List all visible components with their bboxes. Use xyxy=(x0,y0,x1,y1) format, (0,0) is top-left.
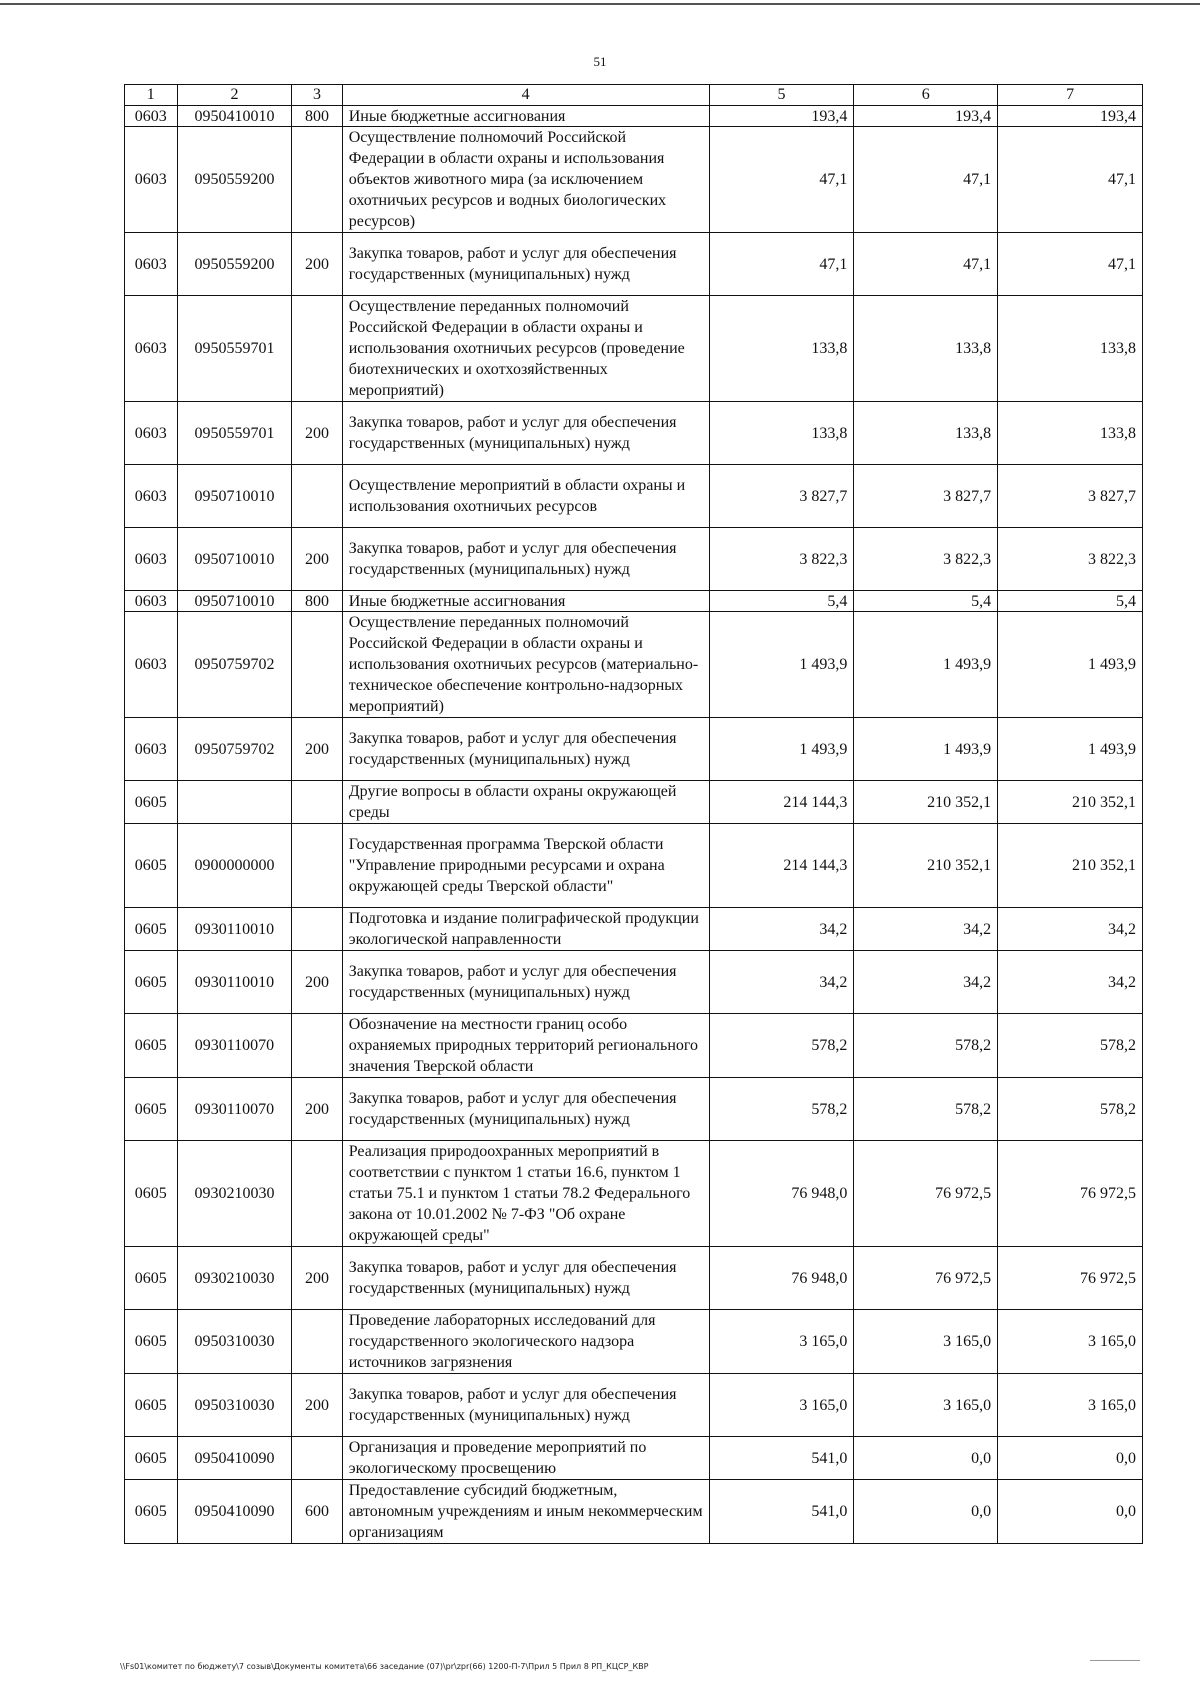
cell-name: Закупка товаров, работ и услуг для обеспечения государственных (муниципальных) нужд xyxy=(342,402,709,465)
cell-section: 0603 xyxy=(125,233,178,296)
table-row xyxy=(125,1078,1143,1141)
cell-value-7: 3 822,3 xyxy=(998,528,1143,591)
cell-section: 0605 xyxy=(125,1480,178,1544)
table-row xyxy=(125,1141,1143,1247)
cell-name: Обозначение на местности границ особо охраняемых природных территорий регионального значения Тверской области xyxy=(342,1014,709,1078)
cell-target-code: 0950559701 xyxy=(177,402,292,465)
cell-expense-type: 200 xyxy=(292,1374,342,1437)
cell-value-7: 193,4 xyxy=(998,106,1143,127)
cell-target-code: 0950410090 xyxy=(177,1437,292,1480)
cell-value-5: 3 165,0 xyxy=(709,1374,854,1437)
cell-section: 0603 xyxy=(125,528,178,591)
cell-value-6: 47,1 xyxy=(854,233,998,296)
cell-value-7: 0,0 xyxy=(998,1480,1143,1544)
table-row xyxy=(125,1480,1143,1544)
col-header-1: 1 xyxy=(125,85,178,106)
cell-value-6: 76 972,5 xyxy=(854,1141,998,1247)
cell-section: 0605 xyxy=(125,824,178,908)
cell-target-code: 0900000000 xyxy=(177,824,292,908)
page-number: 51 xyxy=(593,54,607,69)
col-header-2: 2 xyxy=(177,85,292,106)
cell-value-5: 47,1 xyxy=(709,233,854,296)
cell-value-5: 76 948,0 xyxy=(709,1247,854,1310)
cell-section: 0603 xyxy=(125,465,178,528)
table-row xyxy=(125,951,1143,1014)
cell-expense-type xyxy=(292,1437,342,1480)
cell-value-7: 210 352,1 xyxy=(998,824,1143,908)
table-row xyxy=(125,402,1143,465)
cell-value-6: 34,2 xyxy=(854,908,998,951)
cell-value-7: 76 972,5 xyxy=(998,1141,1143,1247)
cell-value-5: 34,2 xyxy=(709,908,854,951)
cell-target-code: 0950759702 xyxy=(177,612,292,718)
cell-expense-type: 200 xyxy=(292,1078,342,1141)
cell-section: 0605 xyxy=(125,1014,178,1078)
cell-value-6: 133,8 xyxy=(854,296,998,402)
cell-section: 0605 xyxy=(125,1310,178,1374)
cell-value-5: 3 827,7 xyxy=(709,465,854,528)
cell-name: Организация и проведение мероприятий по экологическому просвещению xyxy=(342,1437,709,1480)
cell-value-6: 0,0 xyxy=(854,1437,998,1480)
cell-value-5: 34,2 xyxy=(709,951,854,1014)
cell-value-6: 47,1 xyxy=(854,127,998,233)
cell-expense-type xyxy=(292,127,342,233)
cell-expense-type xyxy=(292,1141,342,1247)
table-row xyxy=(125,465,1143,528)
cell-name: Осуществление переданных полномочий Российской Федерации в области охраны и использования охотничьих ресурсов (проведение биотехнических и охотхозяйственных мероприятий) xyxy=(342,296,709,402)
cell-value-5: 1 493,9 xyxy=(709,718,854,781)
cell-value-6: 76 972,5 xyxy=(854,1247,998,1310)
table-row xyxy=(125,1014,1143,1078)
cell-expense-type xyxy=(292,1310,342,1374)
cell-expense-type: 200 xyxy=(292,528,342,591)
cell-value-5: 133,8 xyxy=(709,402,854,465)
cell-value-6: 3 165,0 xyxy=(854,1374,998,1437)
cell-expense-type xyxy=(292,1014,342,1078)
cell-expense-type: 200 xyxy=(292,402,342,465)
cell-section: 0603 xyxy=(125,612,178,718)
cell-expense-type: 800 xyxy=(292,106,342,127)
cell-section: 0605 xyxy=(125,1374,178,1437)
cell-name: Закупка товаров, работ и услуг для обеспечения государственных (муниципальных) нужд xyxy=(342,1078,709,1141)
cell-name: Иные бюджетные ассигнования xyxy=(342,591,709,612)
cell-value-7: 34,2 xyxy=(998,951,1143,1014)
cell-value-6: 0,0 xyxy=(854,1480,998,1544)
cell-name: Закупка товаров, работ и услуг для обеспечения государственных (муниципальных) нужд xyxy=(342,718,709,781)
table-row xyxy=(125,528,1143,591)
cell-value-7: 133,8 xyxy=(998,402,1143,465)
cell-value-7: 5,4 xyxy=(998,591,1143,612)
cell-value-6: 5,4 xyxy=(854,591,998,612)
cell-value-6: 3 822,3 xyxy=(854,528,998,591)
cell-value-7: 210 352,1 xyxy=(998,781,1143,824)
table-row xyxy=(125,612,1143,718)
cell-value-5: 47,1 xyxy=(709,127,854,233)
col-header-7: 7 xyxy=(998,85,1143,106)
cell-value-7: 1 493,9 xyxy=(998,718,1143,781)
cell-value-5: 5,4 xyxy=(709,591,854,612)
cell-value-6: 578,2 xyxy=(854,1078,998,1141)
cell-expense-type xyxy=(292,908,342,951)
table-row xyxy=(125,591,1143,612)
cell-value-6: 1 493,9 xyxy=(854,612,998,718)
cell-expense-type xyxy=(292,465,342,528)
table-row xyxy=(125,127,1143,233)
cell-target-code: 0950559200 xyxy=(177,127,292,233)
cell-value-7: 578,2 xyxy=(998,1014,1143,1078)
table-row xyxy=(125,1310,1143,1374)
cell-value-7: 76 972,5 xyxy=(998,1247,1143,1310)
table-row xyxy=(125,718,1143,781)
cell-value-6: 3 827,7 xyxy=(854,465,998,528)
cell-value-7: 3 827,7 xyxy=(998,465,1143,528)
cell-section: 0603 xyxy=(125,106,178,127)
budget-table xyxy=(124,84,1143,1544)
cell-target-code: 0930110070 xyxy=(177,1078,292,1141)
cell-target-code: 0950559200 xyxy=(177,233,292,296)
cell-value-5: 578,2 xyxy=(709,1014,854,1078)
cell-expense-type: 200 xyxy=(292,951,342,1014)
cell-name: Закупка товаров, работ и услуг для обеспечения государственных (муниципальных) нужд xyxy=(342,1247,709,1310)
cell-value-5: 1 493,9 xyxy=(709,612,854,718)
cell-section: 0605 xyxy=(125,951,178,1014)
cell-value-7: 578,2 xyxy=(998,1078,1143,1141)
cell-value-5: 3 165,0 xyxy=(709,1310,854,1374)
cell-target-code: 0950710010 xyxy=(177,528,292,591)
table-row xyxy=(125,233,1143,296)
cell-section: 0603 xyxy=(125,296,178,402)
cell-value-6: 34,2 xyxy=(854,951,998,1014)
cell-section: 0603 xyxy=(125,127,178,233)
cell-value-7: 47,1 xyxy=(998,233,1143,296)
cell-value-6: 133,8 xyxy=(854,402,998,465)
cell-target-code: 0950410010 xyxy=(177,106,292,127)
cell-target-code: 0930110010 xyxy=(177,951,292,1014)
cell-value-5: 541,0 xyxy=(709,1480,854,1544)
table-row xyxy=(125,908,1143,951)
table-row xyxy=(125,781,1143,824)
cell-expense-type: 200 xyxy=(292,718,342,781)
cell-value-5: 578,2 xyxy=(709,1078,854,1141)
cell-value-7: 1 493,9 xyxy=(998,612,1143,718)
footer-file-path: \\Fs01\комитет по бюджету\7 созыв\Документы комитета\66 заседание (07)\pr\zpr(66) 1200-П-7\Прил 5 Прил 8 РП_КЦСР_КВР xyxy=(120,1662,649,1671)
cell-name: Подготовка и издание полиграфической продукции экологической направленности xyxy=(342,908,709,951)
cell-expense-type xyxy=(292,296,342,402)
table-header-row xyxy=(125,85,1143,106)
cell-target-code: 0930210030 xyxy=(177,1141,292,1247)
cell-value-5: 76 948,0 xyxy=(709,1141,854,1247)
cell-section: 0605 xyxy=(125,908,178,951)
cell-value-5: 193,4 xyxy=(709,106,854,127)
cell-target-code: 0950759702 xyxy=(177,718,292,781)
cell-name: Государственная программа Тверской области "Управление природными ресурсами и охрана окружающей среды Тверской области" xyxy=(342,824,709,908)
cell-value-6: 3 165,0 xyxy=(854,1310,998,1374)
cell-target-code: 0950710010 xyxy=(177,591,292,612)
cell-target-code: 0950559701 xyxy=(177,296,292,402)
cell-value-6: 210 352,1 xyxy=(854,824,998,908)
cell-target-code: 0950710010 xyxy=(177,465,292,528)
cell-name: Осуществление полномочий Российской Федерации в области охраны и использования объектов животного мира (за исключением охотничьих ресурсов и водных биологических ресурсов) xyxy=(342,127,709,233)
table-row xyxy=(125,1247,1143,1310)
table-body xyxy=(125,106,1143,1544)
cell-target-code: 0930210030 xyxy=(177,1247,292,1310)
cell-value-6: 193,4 xyxy=(854,106,998,127)
table-row xyxy=(125,1437,1143,1480)
cell-name: Закупка товаров, работ и услуг для обеспечения государственных (муниципальных) нужд xyxy=(342,528,709,591)
cell-name: Предоставление субсидий бюджетным, автономным учреждениям и иным некоммерческим организациям xyxy=(342,1480,709,1544)
cell-name: Проведение лабораторных исследований для государственного экологического надзора источников загрязнения xyxy=(342,1310,709,1374)
cell-section: 0603 xyxy=(125,402,178,465)
cell-section: 0605 xyxy=(125,1437,178,1480)
cell-expense-type xyxy=(292,824,342,908)
cell-section: 0603 xyxy=(125,591,178,612)
cell-target-code: 0950310030 xyxy=(177,1310,292,1374)
col-header-4: 4 xyxy=(342,85,709,106)
cell-target-code: 0950410090 xyxy=(177,1480,292,1544)
cell-section: 0605 xyxy=(125,1078,178,1141)
table-row xyxy=(125,1374,1143,1437)
col-header-3: 3 xyxy=(292,85,342,106)
cell-value-5: 214 144,3 xyxy=(709,824,854,908)
cell-value-5: 214 144,3 xyxy=(709,781,854,824)
cell-name: Другие вопросы в области охраны окружающей среды xyxy=(342,781,709,824)
scan-mark xyxy=(1090,1660,1140,1661)
cell-name: Осуществление переданных полномочий Российской Федерации в области охраны и использования охотничьих ресурсов (материально-техническое обеспечение контрольно-надзорных мероприятий) xyxy=(342,612,709,718)
cell-value-7: 133,8 xyxy=(998,296,1143,402)
cell-value-6: 578,2 xyxy=(854,1014,998,1078)
cell-value-5: 133,8 xyxy=(709,296,854,402)
col-header-5: 5 xyxy=(709,85,854,106)
cell-value-7: 0,0 xyxy=(998,1437,1143,1480)
cell-name: Закупка товаров, работ и услуг для обеспечения государственных (муниципальных) нужд xyxy=(342,951,709,1014)
table-row xyxy=(125,106,1143,127)
cell-target-code xyxy=(177,781,292,824)
cell-name: Закупка товаров, работ и услуг для обеспечения государственных (муниципальных) нужд xyxy=(342,1374,709,1437)
cell-expense-type: 200 xyxy=(292,233,342,296)
cell-section: 0605 xyxy=(125,1141,178,1247)
cell-expense-type xyxy=(292,781,342,824)
cell-expense-type: 800 xyxy=(292,591,342,612)
cell-name: Реализация природоохранных мероприятий в соответствии с пунктом 1 статьи 16.6, пунктом 1 статьи 75.1 и пунктом 1 статьи 78.2 Федерального закона от 10.01.2002 № 7-ФЗ "Об охране окружающей среды" xyxy=(342,1141,709,1247)
cell-value-6: 1 493,9 xyxy=(854,718,998,781)
cell-expense-type: 200 xyxy=(292,1247,342,1310)
table-row xyxy=(125,296,1143,402)
cell-name: Осуществление мероприятий в области охраны и использования охотничьих ресурсов xyxy=(342,465,709,528)
cell-target-code: 0950310030 xyxy=(177,1374,292,1437)
cell-value-6: 210 352,1 xyxy=(854,781,998,824)
cell-value-7: 34,2 xyxy=(998,908,1143,951)
cell-value-7: 3 165,0 xyxy=(998,1310,1143,1374)
cell-name: Закупка товаров, работ и услуг для обеспечения государственных (муниципальных) нужд xyxy=(342,233,709,296)
cell-section: 0605 xyxy=(125,781,178,824)
cell-target-code: 0930110010 xyxy=(177,908,292,951)
cell-name: Иные бюджетные ассигнования xyxy=(342,106,709,127)
cell-value-5: 541,0 xyxy=(709,1437,854,1480)
cell-section: 0605 xyxy=(125,1247,178,1310)
cell-section: 0603 xyxy=(125,718,178,781)
col-header-6: 6 xyxy=(854,85,998,106)
cell-target-code: 0930110070 xyxy=(177,1014,292,1078)
cell-value-5: 3 822,3 xyxy=(709,528,854,591)
cell-value-7: 3 165,0 xyxy=(998,1374,1143,1437)
table-row xyxy=(125,824,1143,908)
top-border-line xyxy=(0,3,1200,5)
cell-expense-type xyxy=(292,612,342,718)
cell-expense-type: 600 xyxy=(292,1480,342,1544)
cell-value-7: 47,1 xyxy=(998,127,1143,233)
